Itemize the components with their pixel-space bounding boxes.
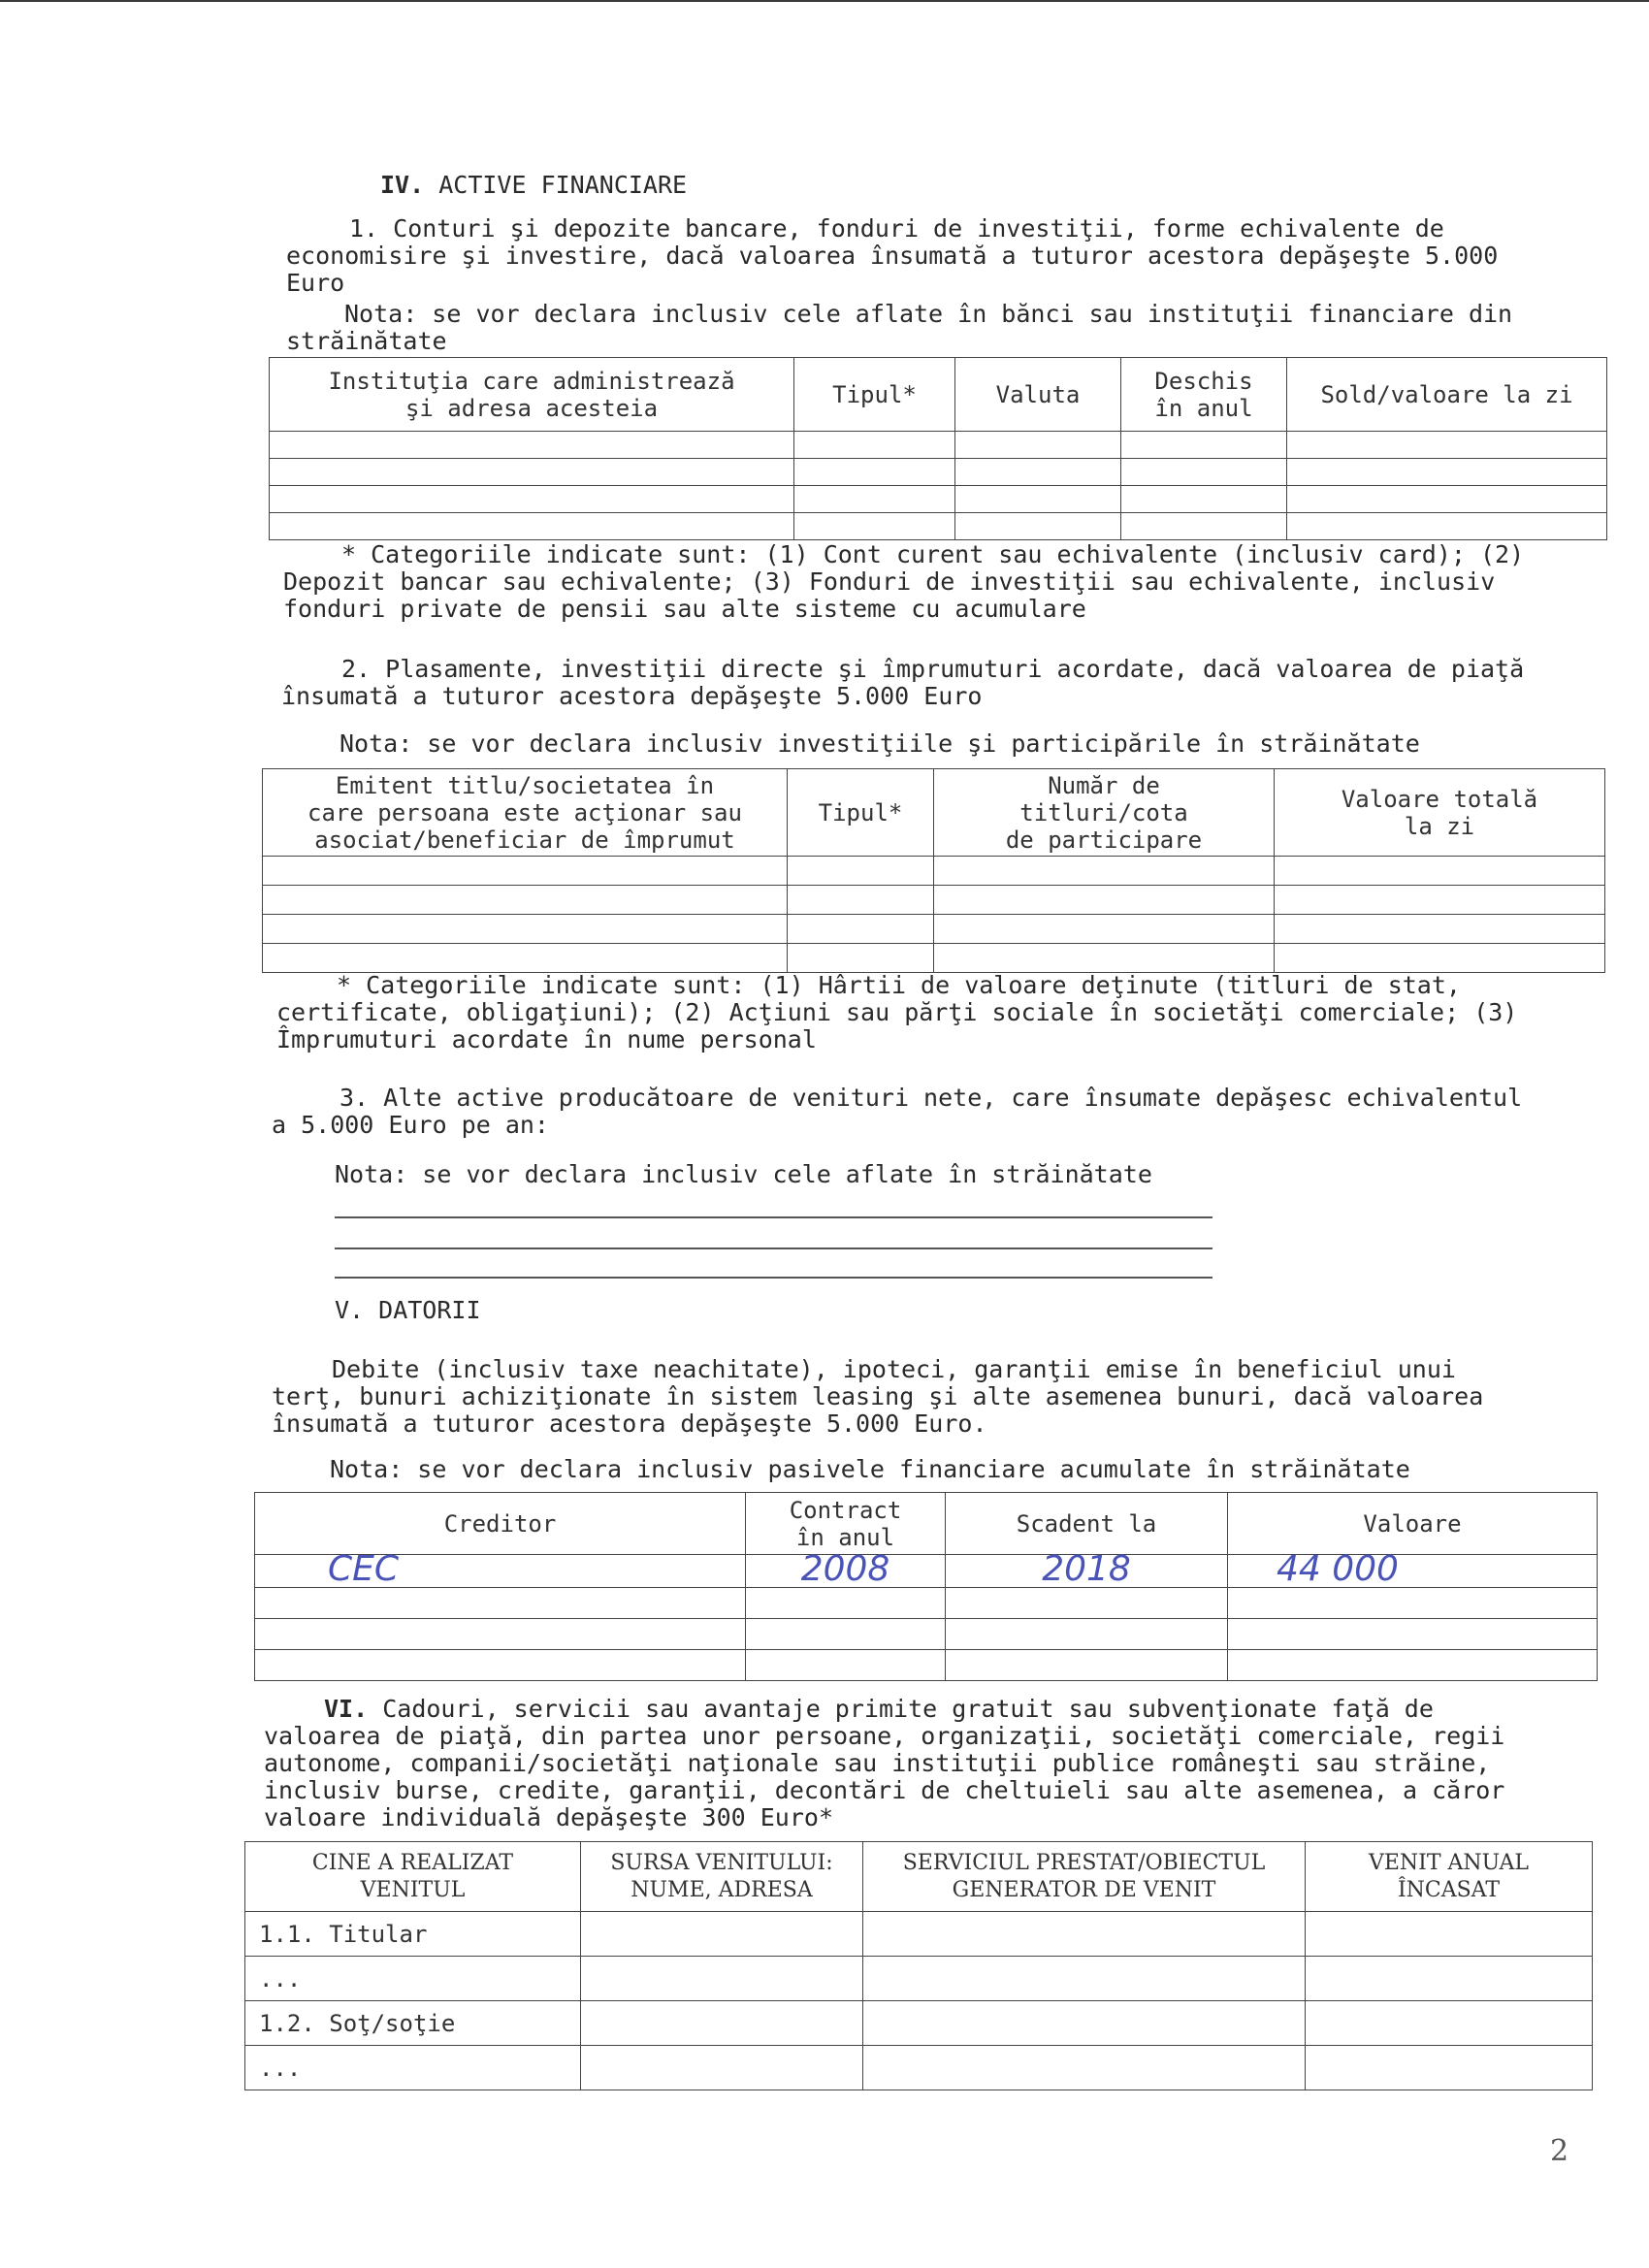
- text-line: însumată a tuturor acestora depăşeşte 5.000 Euro: [281, 682, 983, 710]
- value-cell: 44 000: [1228, 1555, 1598, 1588]
- text-line: inclusiv burse, credite, garanţii, decontări de cheltuieli sau alte asemenea, a căror: [264, 1776, 1505, 1804]
- text-line: * Categoriile indicate sunt: (1) Hârtii de valoare deţinute (titluri de stat,: [337, 971, 1461, 999]
- text-line: economisire şi investire, dacă valoarea însumată a tuturor acestora depăşeşte 5.000: [286, 242, 1499, 270]
- table-row: [270, 486, 1607, 513]
- footnote-iv-1: [283, 541, 1524, 623]
- blank-line: [335, 1247, 1212, 1249]
- text-line: [264, 1696, 1504, 1723]
- blank-line: [335, 1216, 1212, 1218]
- table-row: [255, 1619, 1598, 1650]
- header-type: Tipul*: [794, 358, 955, 432]
- table-row: [245, 1912, 1593, 1957]
- table-row: [245, 1957, 1593, 2001]
- text-line: 3. Alte active producătoare de venituri nete, care însumate depăşesc echivalentul: [340, 1084, 1523, 1112]
- investments-table: [262, 768, 1605, 973]
- text-line: 1. Conturi şi depozite bancare, fonduri de investiţii, forme echivalente de: [349, 214, 1444, 243]
- text-line: 2. Plasamente, investiţii directe şi împrumuturi acordate, dacă valoarea de piaţă: [341, 655, 1525, 683]
- table-row: [245, 2046, 1593, 2090]
- text-line: Euro: [286, 269, 345, 297]
- text-line: terţ, bunuri achiziţionate în sistem leasing şi alte asemenea bunuri, dacă valoarea: [272, 1382, 1484, 1410]
- table-row: [263, 857, 1605, 886]
- header-total-value: Valoare totală la zi: [1275, 769, 1605, 857]
- paragraph-iv-1: [286, 215, 1498, 297]
- text-line: autonome, companii/societăţi naţionale sau instituţii publice româneşti sau străine,: [264, 1749, 1491, 1777]
- text-line: străinătate: [286, 327, 447, 355]
- section-vi-text: Cadouri, servicii sau avantaje primite gratuit sau subvenţionate faţă de: [382, 1695, 1434, 1723]
- contract-year-cell: 2008: [746, 1555, 946, 1588]
- note-iv-1: [286, 301, 1512, 355]
- section-iv-number: IV.: [380, 171, 425, 199]
- table-row: [263, 886, 1605, 915]
- table-header-row: [255, 1493, 1598, 1555]
- header-value: Valoare: [1228, 1493, 1598, 1555]
- note-iv-3: Nota: se vor declara inclusiv cele aflate în străinătate: [335, 1160, 1152, 1188]
- row-label-ellipsis: ...: [245, 2046, 581, 2090]
- paragraph-iv-2: [281, 656, 1524, 710]
- paragraph-v: [272, 1356, 1483, 1438]
- due-date-cell: 2018: [946, 1555, 1228, 1588]
- paragraph-vi: [264, 1696, 1504, 1831]
- text-line: Nota: se vor declara inclusiv cele aflate în bănci sau instituţii financiare din: [344, 300, 1513, 328]
- table-row: [270, 459, 1607, 486]
- text-line: valoarea de piaţă, din partea unor persoane, organizaţii, societăţi comerciale, regii: [264, 1722, 1505, 1750]
- header-due-date: Scadent la: [946, 1493, 1228, 1555]
- header-contract-year: Contract în anul: [746, 1493, 946, 1555]
- table-row: [263, 915, 1605, 944]
- debts-table: [254, 1492, 1598, 1681]
- blank-line: [335, 1277, 1212, 1279]
- header-issuer: Emitent titlu/societatea în care persoana este acţionar sau asociat/beneficiar de împrumut: [263, 769, 788, 857]
- row-label-spouse: 1.2. Soţ/soţie: [245, 2001, 581, 2046]
- header-opened-year: Deschis în anul: [1121, 358, 1287, 432]
- footnote-iv-2: [276, 972, 1517, 1053]
- top-border-line: [0, 0, 1649, 2]
- paragraph-iv-3: [272, 1085, 1522, 1139]
- text-line: Împrumuturi acordate în nume personal: [276, 1025, 817, 1053]
- header-institution: Instituţia care administrează şi adresa acesteia: [270, 358, 794, 432]
- header-creditor: Creditor: [255, 1493, 746, 1555]
- section-iv-heading: [380, 171, 687, 199]
- note-iv-2: Nota: se vor declara inclusiv investiţiile şi participările în străinătate: [340, 729, 1420, 758]
- text-line: a 5.000 Euro pe an:: [272, 1111, 549, 1139]
- header-type: Tipul*: [788, 769, 934, 857]
- header-balance: Sold/valoare la zi: [1287, 358, 1607, 432]
- text-line: valoare individuală depăşeşte 300 Euro*: [264, 1803, 833, 1831]
- header-service: SERVICIUL PRESTAT/OBIECTUL GENERATOR DE VENIT: [863, 1842, 1306, 1912]
- table-row: [270, 513, 1607, 540]
- header-currency: Valuta: [955, 358, 1121, 432]
- creditor-cell: CEC: [255, 1555, 746, 1588]
- table-row: [255, 1588, 1598, 1619]
- table-row: [263, 944, 1605, 973]
- text-line: fonduri private de pensii sau alte sisteme cu acumulare: [283, 595, 1086, 623]
- text-line: însumată a tuturor acestora depăşeşte 5.000 Euro.: [272, 1409, 987, 1438]
- header-income-source: SURSA VENITULUI: NUME, ADRESA: [581, 1842, 863, 1912]
- row-label-titular: 1.1. Titular: [245, 1912, 581, 1957]
- text-line: Depozit bancar sau echivalente; (3) Fonduri de investiţii sau echivalente, inclusiv: [283, 567, 1496, 596]
- text-line: certificate, obligaţiuni); (2) Acţiuni sau părţi sociale în societăţi comerciale; (3): [276, 998, 1518, 1026]
- bank-accounts-table: [269, 357, 1607, 540]
- page-number: 2: [1550, 2134, 1569, 2168]
- section-v-heading: V. DATORII: [335, 1296, 481, 1324]
- text-line: * Categoriile indicate sunt: (1) Cont curent sau echivalente (inclusiv card); (2): [341, 540, 1525, 568]
- header-annual-income: VENIT ANUAL ÎNCASAT: [1306, 1842, 1593, 1912]
- header-shares: Număr de titluri/cota de participare: [934, 769, 1275, 857]
- table-header-row: [270, 358, 1607, 432]
- section-iv-title: ACTIVE FINANCIARE: [438, 171, 688, 199]
- table-header-row: [245, 1842, 1593, 1912]
- text-line: Debite (inclusiv taxe neachitate), ipoteci, garanţii emise în beneficiul unui: [332, 1355, 1456, 1383]
- gifts-table: [244, 1841, 1593, 2090]
- table-header-row: [263, 769, 1605, 857]
- table-row: [255, 1555, 1598, 1588]
- table-row: [245, 2001, 1593, 2046]
- row-label-ellipsis: ...: [245, 1957, 581, 2001]
- table-row: [270, 432, 1607, 459]
- header-who-earned: CINE A REALIZAT VENITUL: [245, 1842, 581, 1912]
- section-vi-number: VI.: [324, 1695, 369, 1723]
- table-row: [255, 1650, 1598, 1681]
- note-v: Nota: se vor declara inclusiv pasivele financiare acumulate în străinătate: [330, 1455, 1410, 1483]
